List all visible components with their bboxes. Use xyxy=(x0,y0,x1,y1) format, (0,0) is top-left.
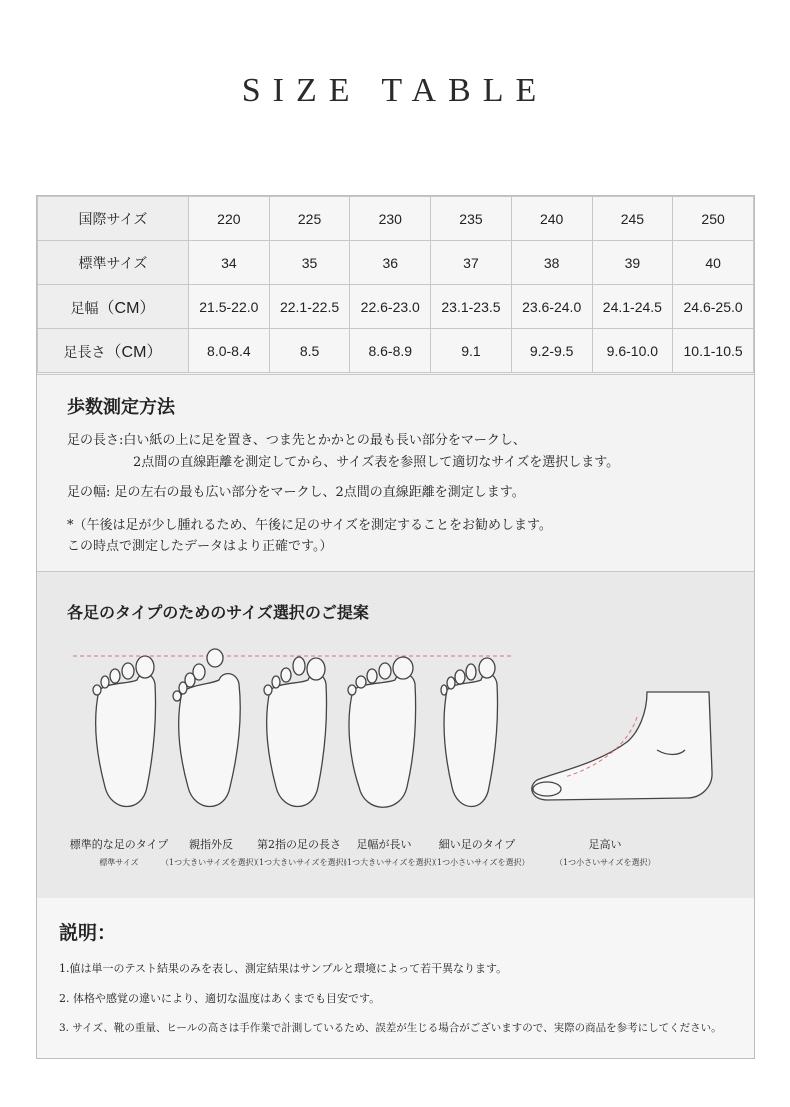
foot-type-heading: 各足のタイプのためのサイズ選択のご提案 xyxy=(67,603,369,622)
table-cell: 23.6-24.0 xyxy=(511,285,592,329)
table-cell: 35 xyxy=(269,241,350,285)
table-cell: 8.0-8.4 xyxy=(189,329,270,373)
timing-note-cont: この時点で測定したデータはより正確です。） xyxy=(67,539,333,554)
foot-type-label: 足幅が長い xyxy=(356,838,412,851)
standard-foot-icon xyxy=(93,656,156,807)
foot-length-instruction: 足の長さ:白い紙の上に足を置き、つま先とかかとの最も長い部分をマークし、 xyxy=(67,433,526,448)
foot-type-advice: （1つ大きいサイズを選択） xyxy=(251,858,352,867)
note-item: 1.値は単一のテスト結果のみを表し、測定結果はサンプルと環境によって若干異なります。 xyxy=(59,962,508,975)
wide-foot-icon xyxy=(348,657,416,807)
table-cell: 250 xyxy=(673,197,754,241)
note-item: 3. サイズ、靴の重量、ヒールの高さは手作業で計測しているため、誤差が生じる場合がございますので、実際の商品を参考にしてください。 xyxy=(59,1022,722,1034)
table-cell: 10.1-10.5 xyxy=(673,329,754,373)
foot-type-label: 第2指の足の長さ xyxy=(257,838,341,851)
table-cell: 235 xyxy=(431,197,512,241)
note-item: 2. 体格や感覚の違いにより、適切な温度はあくまでも目安です。 xyxy=(59,992,381,1005)
row-header: 足長さ（CM） xyxy=(38,329,189,373)
foot-length-instruction-cont: 2点間の直線距離を測定してから、サイズ表を参照して適切なサイズを選択します。 xyxy=(133,455,620,470)
notes-heading: 説明： xyxy=(59,922,117,944)
foot-type-advice: （1つ大きいサイズを選択） xyxy=(161,858,262,867)
table-cell: 36 xyxy=(350,241,431,285)
foot-type-label: 足高い xyxy=(588,838,622,851)
table-cell: 9.2-9.5 xyxy=(511,329,592,373)
table-cell: 230 xyxy=(350,197,431,241)
high-arch-foot-icon xyxy=(532,692,712,800)
size-chart-panel xyxy=(36,195,755,1059)
long-second-toe-foot-icon xyxy=(264,657,327,807)
table-row xyxy=(38,197,754,241)
foot-type-advice: 標準サイズ xyxy=(99,858,139,867)
table-cell: 24.1-24.5 xyxy=(592,285,673,329)
table-row xyxy=(38,241,754,285)
foot-type-advice: （1つ小さいサイズを選択） xyxy=(429,858,530,867)
foot-type-label: 細い足のタイプ xyxy=(438,838,516,851)
table-cell: 24.6-25.0 xyxy=(673,285,754,329)
table-cell: 240 xyxy=(511,197,592,241)
page-title: SIZE TABLE xyxy=(241,72,549,109)
table-cell: 8.6-8.9 xyxy=(350,329,431,373)
table-cell: 22.1-22.5 xyxy=(269,285,350,329)
timing-note: *（午後は足が少し腫れるため、午後に足のサイズを測定することをお勧めします。 xyxy=(67,518,552,533)
foot-type-advice: （1つ大きいサイズを選択） xyxy=(339,858,440,867)
table-cell: 8.5 xyxy=(269,329,350,373)
table-cell: 225 xyxy=(269,197,350,241)
table-row xyxy=(38,285,754,329)
table-cell: 23.1-23.5 xyxy=(431,285,512,329)
table-cell: 9.1 xyxy=(431,329,512,373)
notes-section xyxy=(37,898,754,1058)
table-cell: 245 xyxy=(592,197,673,241)
foot-type-label: 親指外反 xyxy=(189,838,233,851)
table-cell: 37 xyxy=(431,241,512,285)
foot-type-section xyxy=(37,571,754,900)
table-cell: 39 xyxy=(592,241,673,285)
narrow-foot-icon xyxy=(441,658,498,807)
table-cell: 40 xyxy=(673,241,754,285)
foot-type-advice: （1つ小さいサイズを選択） xyxy=(555,858,656,867)
table-cell: 22.6-23.0 xyxy=(350,285,431,329)
row-header: 足幅（CM） xyxy=(38,285,189,329)
table-cell: 34 xyxy=(189,241,270,285)
table-cell: 21.5-22.0 xyxy=(189,285,270,329)
row-header: 標準サイズ xyxy=(38,241,189,285)
size-table xyxy=(37,196,754,373)
bunion-foot-icon xyxy=(173,649,240,807)
method-heading: 歩数測定方法 xyxy=(67,397,175,418)
measurement-method-section xyxy=(37,374,754,572)
table-row xyxy=(38,329,754,373)
row-header: 国際サイズ xyxy=(38,197,189,241)
table-cell: 38 xyxy=(511,241,592,285)
table-cell: 220 xyxy=(189,197,270,241)
foot-type-label: 標準的な足のタイプ xyxy=(69,838,169,851)
foot-width-instruction: 足の幅: 足の左右の最も広い部分をマークし、2点間の直線距離を測定します。 xyxy=(67,485,525,500)
table-cell: 9.6-10.0 xyxy=(592,329,673,373)
